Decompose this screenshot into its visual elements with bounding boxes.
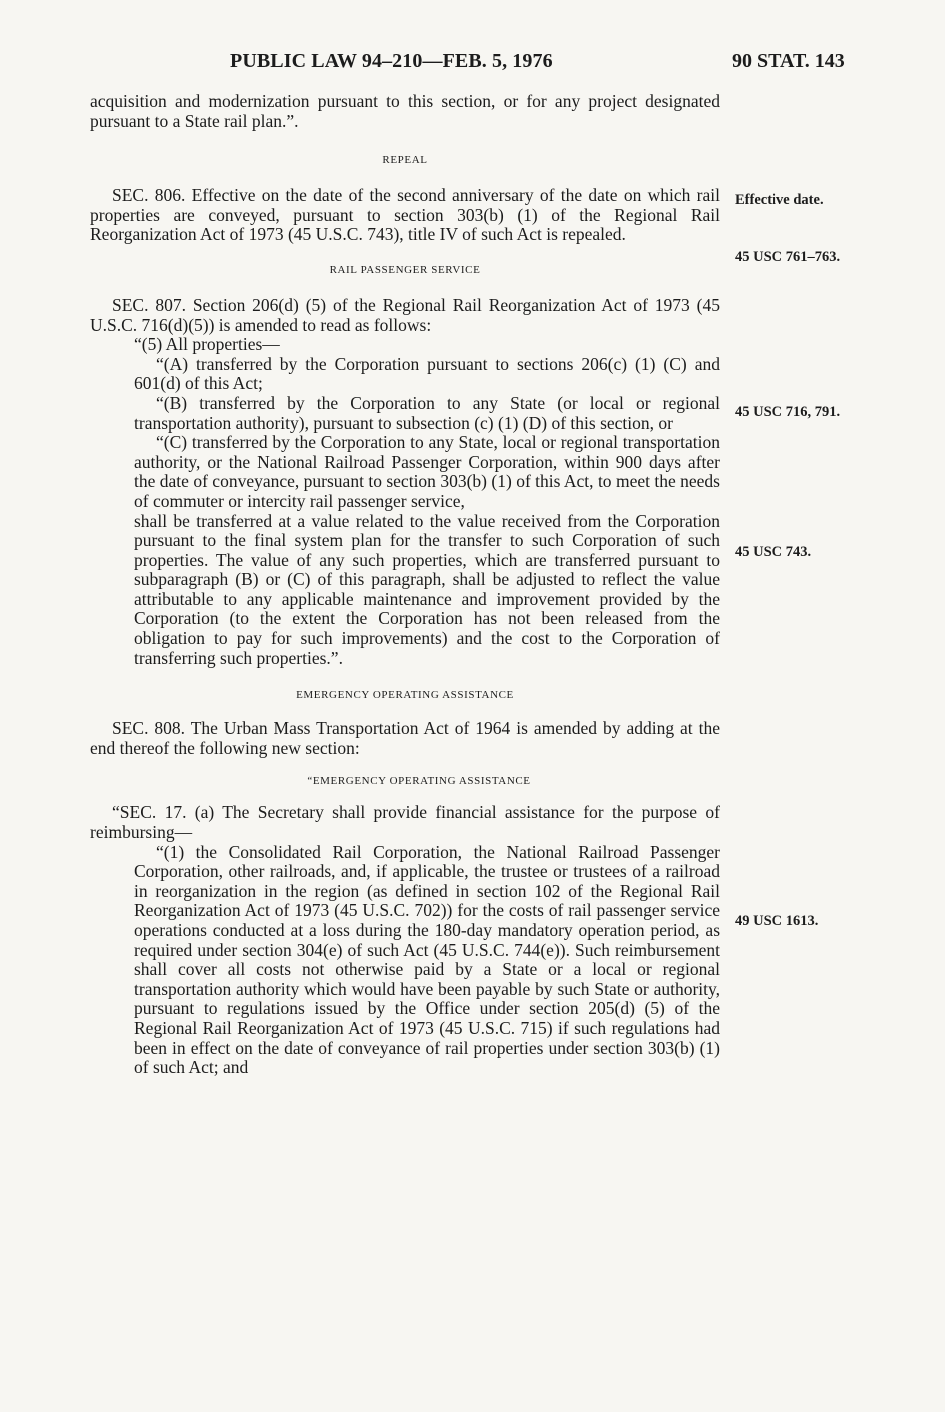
paragraph-5: “(5) All properties—	[134, 334, 280, 355]
intro-paragraph: acquisition and modernization pursuant to this section, or for any project designated pursuant to a State rail plan.”.	[90, 91, 720, 131]
page-header	[0, 50, 945, 76]
heading-emergency-operating-assistance-quoted: “EMERGENCY OPERATING ASSISTANCE	[307, 775, 531, 788]
section-807: SEC. 807. Section 206(d) (5) of the Regional Rail Reorganization Act of 1973 (45 U.S.C. 716(d)(5)) is amended to read as follows:	[90, 294, 720, 335]
stat-page-number: 90 STAT. 143	[732, 50, 845, 72]
margin-note-45-usc-761: 45 USC 761–763.	[735, 249, 841, 265]
subparagraph-b: “(B) transferred by the Corporation to any State (or local or regional transportation authority), pursuant to subsection (c) (1) (D) of this section, or	[134, 392, 720, 433]
section-806: SEC. 806. Effective on the date of the second anniversary of the date on which rail properties are conveyed, pursuant to section 303(b) (1) of the Regional Rail Reorganization Act of 1973 (45 U.S.C. 743), title IV of such Act is repealed.	[90, 185, 720, 245]
heading-rail-passenger-service: RAIL PASSENGER SERVICE	[329, 263, 481, 276]
paragraph-5-tail: shall be transferred at a value related to the value received from the Corporation pursuant to the final system plan for the transfer to such Corporation of such properties. The value of any such properties, which are transferred pursuant to subparagraph (B) or (C) of this paragraph, shall be adjusted to reflect the value attributable to any applicable maintenance and improvement provided by the Corporation (to the extent the Corporation has not been released from the obligation to pay for such improvements) and the cost to the Corporation of transferring such properties.”.	[134, 510, 720, 668]
section-17a-1: “(1) the Consolidated Rail Corporation, the National Railroad Passenger Corporation, other railroads, and, if applicable, the trustee or trustees of a railroad in reorganization in the region (as defined in section 102 of the Regional Rail Reorganization Act of 1973 (45 U.S.C. 702)) for the costs of rail passenger service operations conducted at a loss during the 180-day mandatory operation period, as required under section 304(e) of such Act (45 U.S.C. 744(e)). Such reimbursement shall cover all costs not otherwise paid by a State or a local or regional transportation authority which would have been payable by such State or authority, pursuant to regulations issued by the Office under section 205(d) (5) of the Regional Rail Reorganization Act of 1973 (45 U.S.C. 715) if such regulations had been in effect on the date of conveyance of rail properties under section 303(b) (1) of such Act; and	[134, 841, 720, 1078]
margin-note-effective-date: Effective date.	[735, 192, 824, 208]
subparagraph-a: “(A) transferred by the Corporation pursuant to sections 206(c) (1) (C) and 601(d) of this Act;	[134, 353, 720, 394]
heading-emergency-operating-assistance: EMERGENCY OPERATING ASSISTANCE	[296, 689, 514, 702]
margin-note-49-usc-1613: 49 USC 1613.	[735, 913, 819, 929]
section-808: SEC. 808. The Urban Mass Transportation Act of 1964 is amended by adding at the end thereof the following new section:	[90, 718, 720, 758]
margin-note-45-usc-716: 45 USC 716, 791.	[735, 404, 841, 420]
main-text-column	[90, 92, 720, 1078]
heading-repeal: REPEAL	[382, 154, 428, 167]
running-head: PUBLIC LAW 94–210—FEB. 5, 1976	[230, 50, 553, 72]
section-17a: “SEC. 17. (a) The Secretary shall provide financial assistance for the purpose of reimbursing—	[90, 802, 720, 843]
margin-note-45-usc-743: 45 USC 743.	[735, 544, 812, 560]
subparagraph-c: “(C) transferred by the Corporation to any State, local or regional transportation authority, or the National Railroad Passenger Corporation, within 900 days after the date of conveyance, pursuant to section 303(b) (1) of this Act, to meet the needs of commuter or intercity rail passenger service,	[134, 432, 720, 511]
